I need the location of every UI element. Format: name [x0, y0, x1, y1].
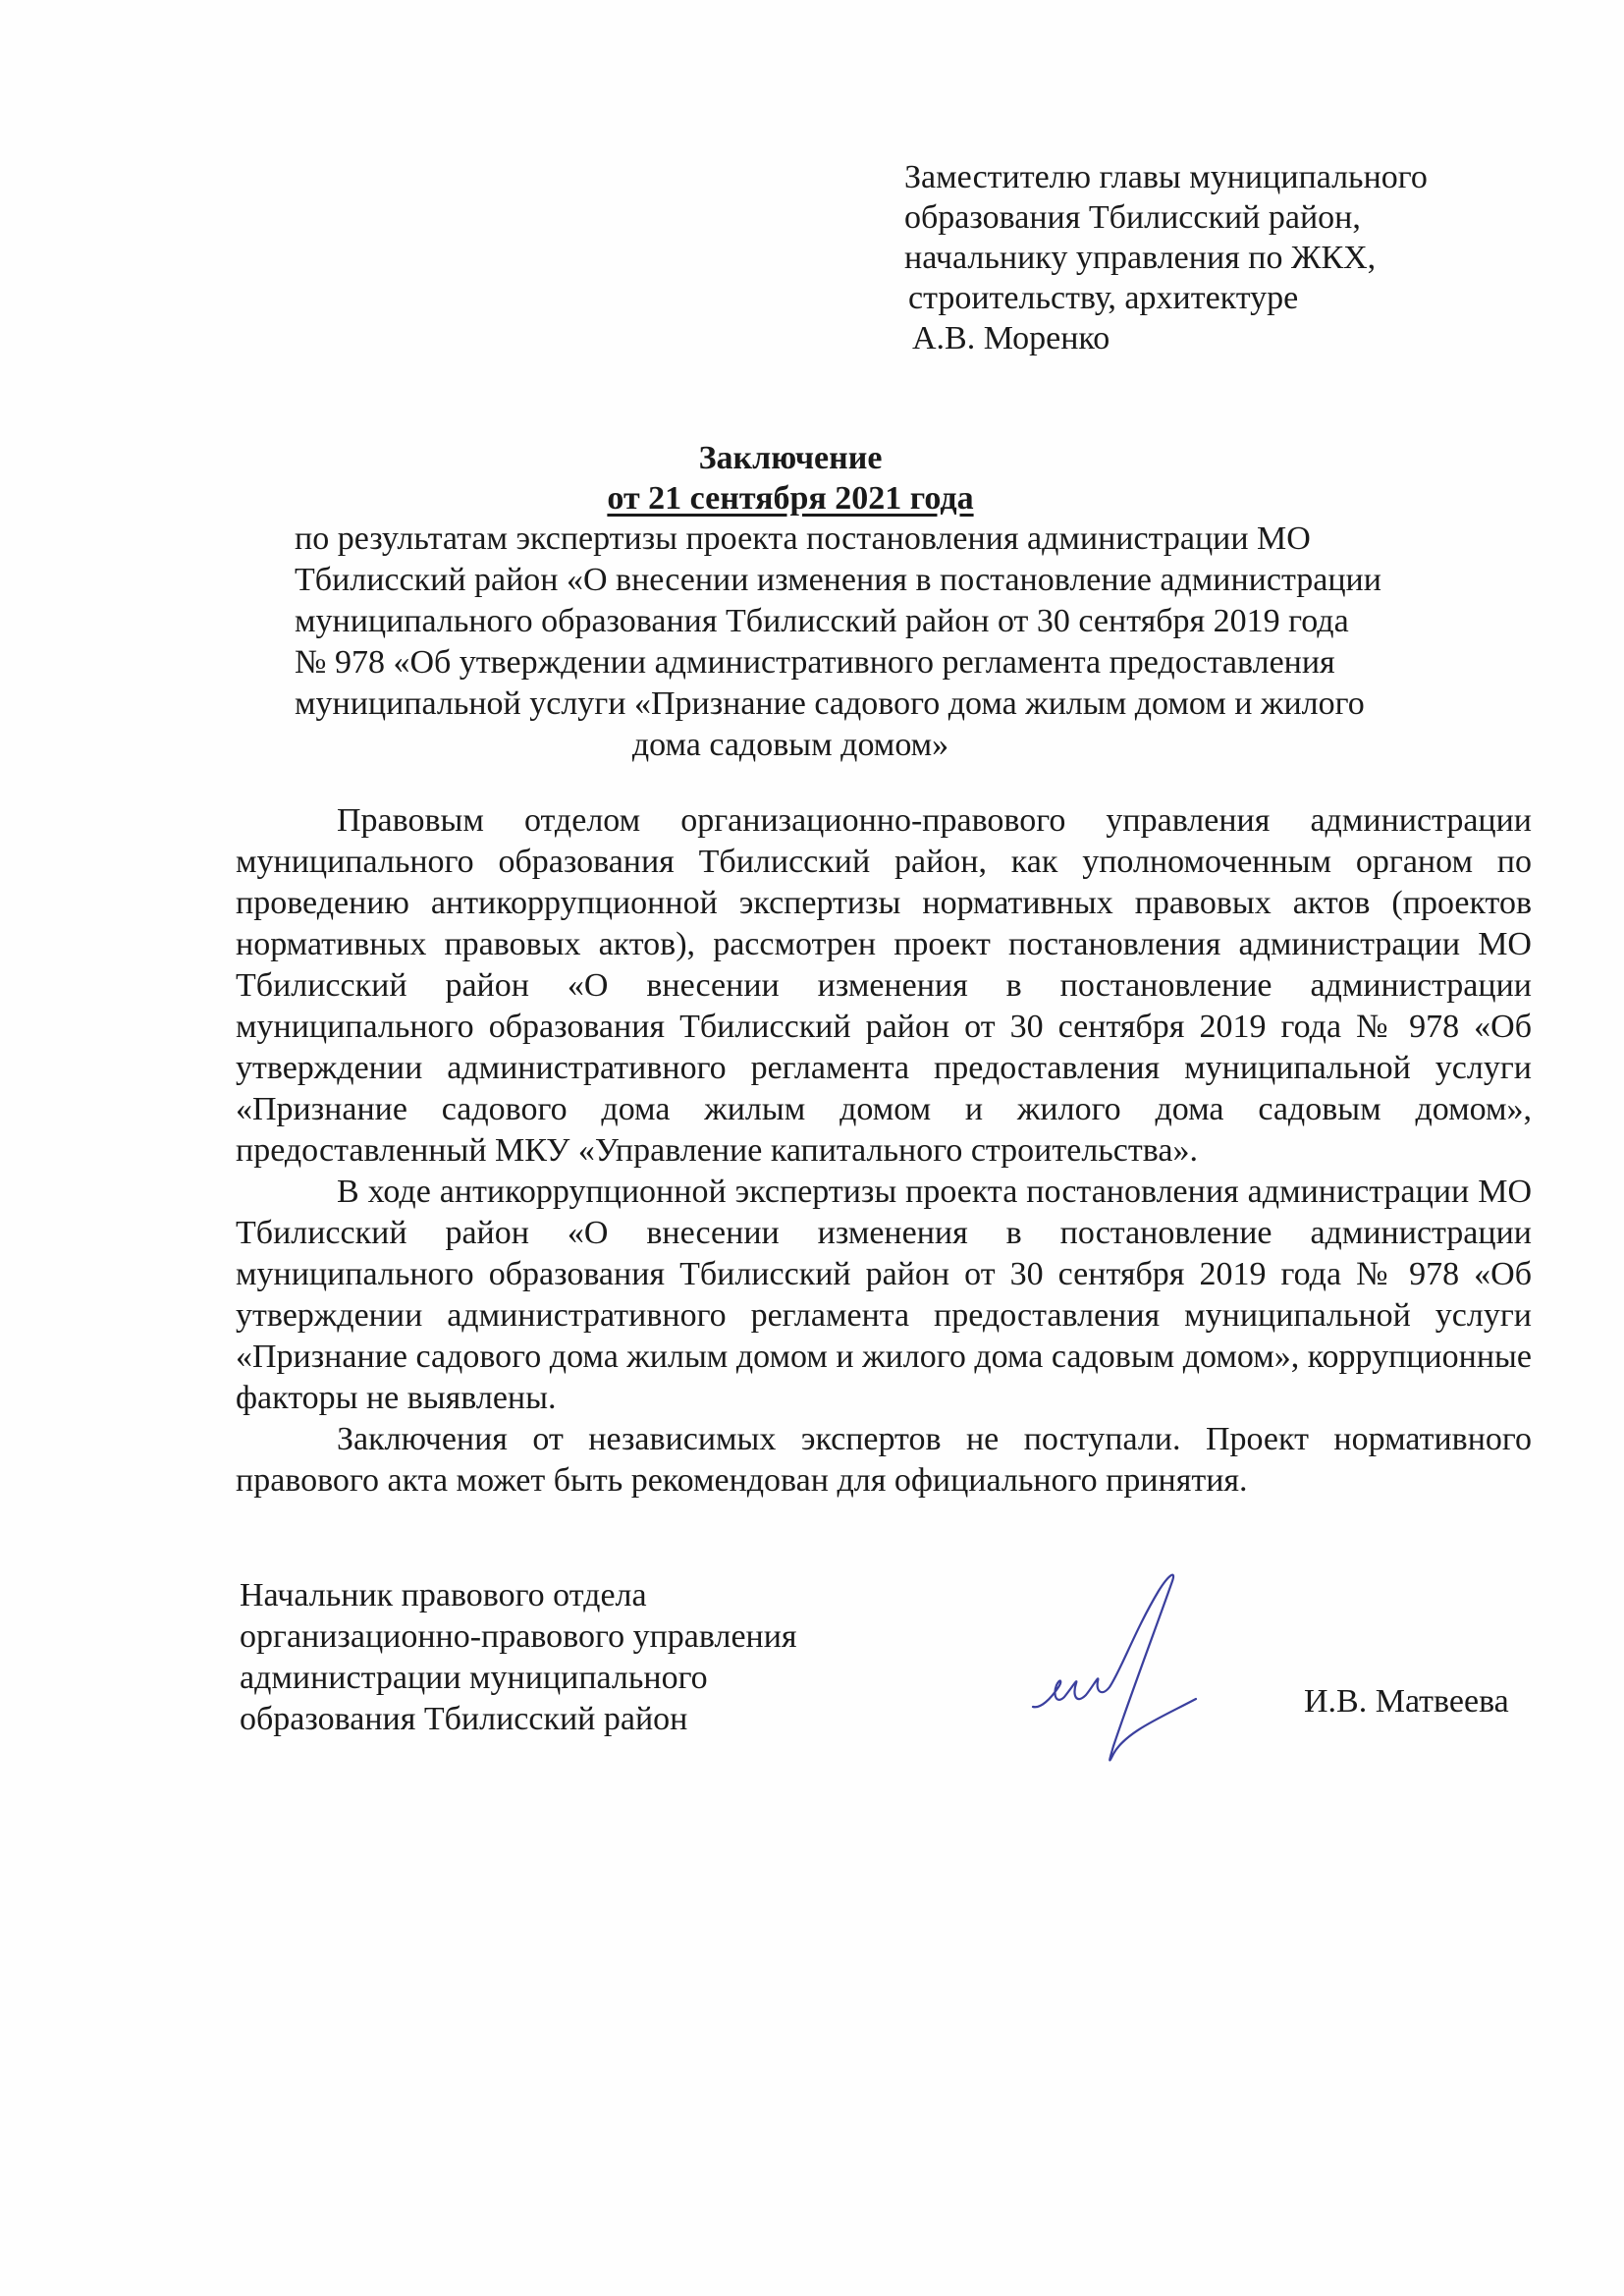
addressee-line: образования Тбилисский район,	[904, 199, 1361, 236]
document-date: от 21 сентября 2021 года	[607, 480, 974, 517]
signer-name: И.В. Матвеева	[1304, 1683, 1509, 1720]
document-body	[236, 800, 1532, 1502]
handwritten-signature	[1011, 1561, 1227, 1797]
position-line: образования Тбилисский район	[240, 1701, 688, 1737]
document-subject	[295, 519, 1381, 766]
signatory-position	[240, 1575, 797, 1740]
document-title: Заключение	[698, 440, 883, 476]
position-line: Начальник правового отдела	[240, 1577, 647, 1613]
position-line: администрации муниципального	[240, 1660, 708, 1696]
addressee-name: А.В. Моренко	[912, 320, 1110, 356]
position-line: организационно-правового управления	[240, 1618, 797, 1655]
addressee-block	[904, 157, 1428, 358]
document-heading	[295, 438, 1381, 766]
body-paragraph: В ходе антикоррупционной экспертизы проекта постановления администрации МО Тбилисский район «О внесении изменения в постановление администрации муниципального образования Тбилисский район от 30 сентября 2019 года № 978 «Об утверждении административного регламента предоставления муниципальной услуги «Признание садового дома жилым домом и жилого дома садовым домом», коррупционные факторы не выявлены.	[236, 1174, 1532, 1416]
subject-line: № 978 «Об утверждении административного регламента предоставления	[295, 644, 1335, 681]
addressee-line: строительству, архитектуре	[908, 280, 1299, 316]
subject-line: муниципального образования Тбилисский район от 30 сентября 2019 года	[295, 603, 1349, 639]
subject-line: Тбилисский район «О внесении изменения в постановление администрации	[295, 562, 1381, 598]
addressee-line: начальнику управления по ЖКХ,	[904, 240, 1377, 276]
subject-line: муниципальной услуги «Признание садового дома жилым домом и жилого	[295, 685, 1365, 722]
body-paragraph: Правовым отделом организационно-правового управления администрации муниципального образования Тбилисский район, как уполномоченным органом по проведению антикоррупционной экспертизы нормативных правовых актов (проектов нормативных правовых актов), рассмотрен проект постановления администрации МО Тбилисский район «О внесении изменения в постановление администрации муниципального образования Тбилисский район от 30 сентября 2019 года № 978 «Об утверждении административного регламента предоставления муниципальной услуги «Признание садового дома жилым домом и жилого дома садовым домом», предоставленный МКУ «Управление капитального строительства».	[236, 802, 1532, 1169]
addressee-line: Заместителю главы муниципального	[904, 159, 1428, 195]
body-paragraph: Заключения от независимых экспертов не поступали. Проект нормативного правового акта может быть рекомендован для официального принятия.	[236, 1421, 1532, 1499]
subject-line: по результатам экспертизы проекта постановления администрации МО	[295, 520, 1311, 557]
subject-line: дома садовым домом»	[631, 727, 949, 763]
